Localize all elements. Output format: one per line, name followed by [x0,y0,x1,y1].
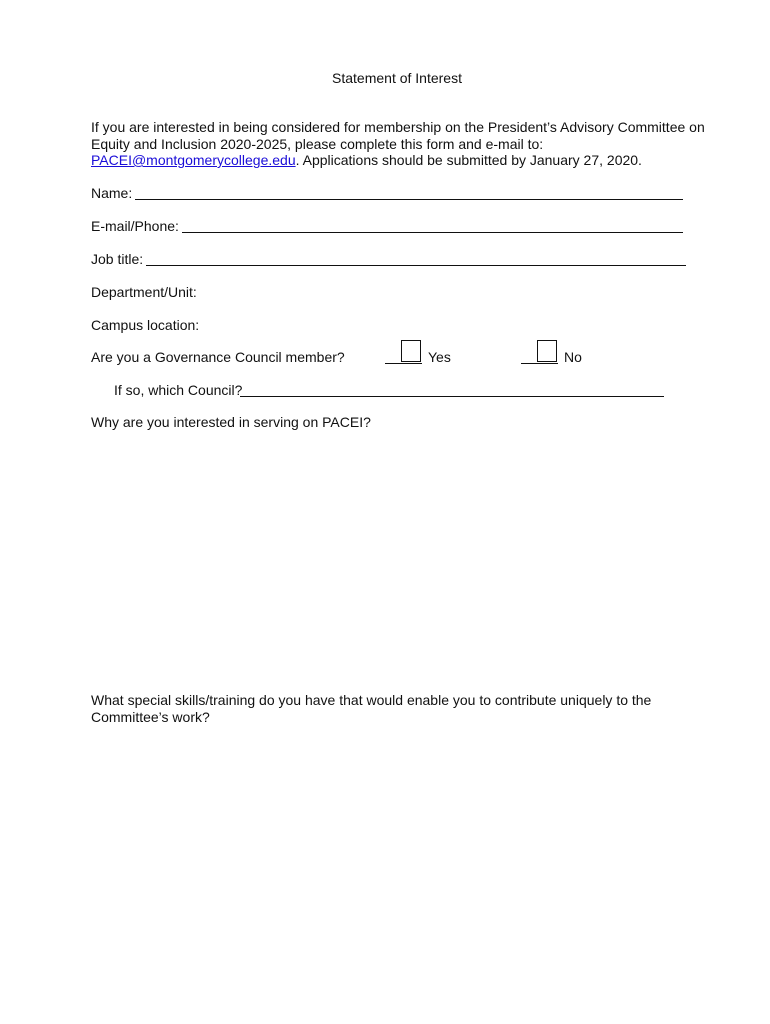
intro-deadline-text: . Applications should be submitted by January 27, 2020. [295,152,642,168]
governance-question: Are you a Governance Council member? [91,349,345,365]
email-phone-field-line[interactable] [182,232,683,233]
no-label: No [564,349,582,365]
name-field-line[interactable] [135,199,683,200]
department-label: Department/Unit: [91,284,197,300]
yes-checkbox[interactable] [401,340,421,362]
why-interested-question: Why are you interested in serving on PACEI? [91,414,371,430]
page-title: Statement of Interest [332,70,462,86]
yes-answer-line [385,363,422,364]
job-title-field-line[interactable] [146,265,686,266]
campus-label: Campus location: [91,317,200,333]
intro-text: If you are interested in being considered for membership on the President’s Advisory Committee on Equity and Inclusion 2020-2025, please complete this form and e-mail to: [91,119,705,152]
no-checkbox[interactable] [537,340,557,362]
email-phone-label: E-mail/Phone: [91,218,179,234]
intro-paragraph [91,119,721,169]
name-label: Name: [91,185,133,201]
email-link[interactable]: PACEI@montgomerycollege.edu [91,152,296,168]
council-followup-label: If so, which Council? [114,382,243,398]
yes-label: Yes [428,349,451,365]
no-answer-line [521,363,558,364]
job-title-label: Job title: [91,251,144,267]
council-field-line[interactable] [240,396,664,397]
special-skills-question: What special skills/training do you have that would enable you to contribute uniquely to the Committee’s work? [91,692,652,725]
